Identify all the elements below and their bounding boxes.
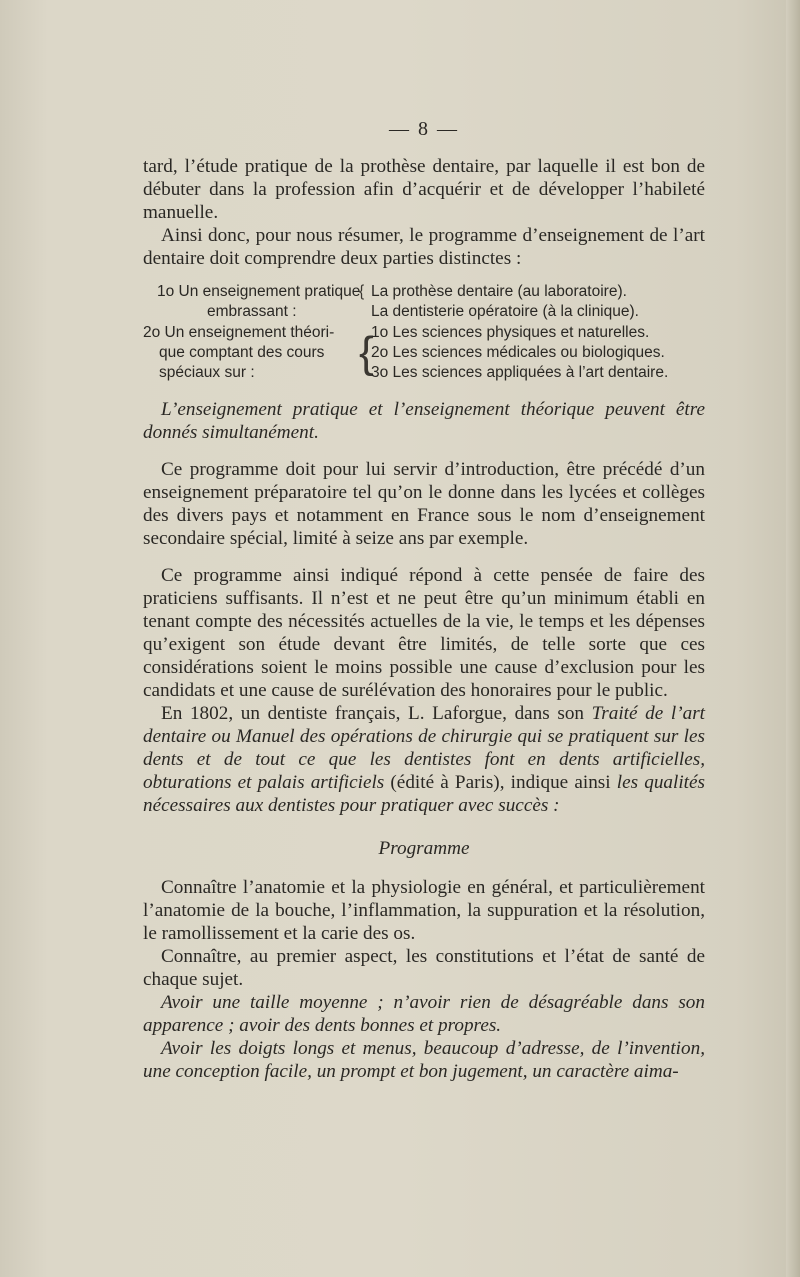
item1-detail-b: La dentisterie opératoire (à la clinique). [371,303,639,320]
item1-label-a: 1o Un enseignement pratique [157,283,361,300]
item1-label-b: embrassant : [207,303,297,320]
item2-detail-c: 3o Les sciences appliquées à l’art dentaire. [371,364,669,381]
paragraph-6: En 1802, un dentiste français, L. Laforgue, dans son Traité de l’art dentaire ou Manuel des opérations de chirurgie qui se pratiquent sur les dents et de tout ce que les dentistes font en dents artificielles, obturations et palais artificiels (édité à Paris), indique ainsi les qualités nécessaires aux dentistes pour pratiquer avec succès : [143,703,705,816]
paragraph-7: Connaître l’anatomie et la physiologie en général, et particulièrement l’anatomie de la bouche, l’inflammation, la suppuration et la résolution, le ramollissement et la carie des os. [143,877,705,944]
item2-label-c: spéciaux sur : [159,364,255,381]
paragraph-10: Avoir les doigts longs et menus, beaucoup d’adresse, de l’invention, une conception facile, un prompt et bon jugement, un caractère aima- [143,1038,705,1082]
page-edge [786,0,800,1277]
paragraph-3: L’enseignement pratique et l’enseignement théorique peuvent être donnés simultanément. [143,399,705,443]
paragraph-1: tard, l’étude pratique de la prothèse dentaire, par laquelle il est bon de débuter dans la profession afin d’acquérir et de développer l’habileté manuelle. [143,156,705,223]
paragraph-4: Ce programme doit pour lui servir d’introduction, être précédé d’un enseignement préparatoire tel qu’on le donne dans les lycées et collèges des divers pays et notamment en France sous le nom d’enseignement secondaire spécial, limité à seize ans par exemple. [143,459,705,549]
section-heading: Programme [378,838,470,859]
brace-icon: { [359,283,365,300]
item2-label-a: 2o Un enseignement théori- [143,324,335,341]
program-outline [143,282,705,384]
item1-detail-a: La prothèse dentaire (au laboratoire). [371,283,627,300]
page-number: — 8 — [389,118,459,140]
item2-label-b: que comptant des cours [159,344,325,361]
paragraph-8: Connaître, au premier aspect, les constitutions et l’état de santé de chaque sujet. [143,946,705,990]
item2-detail-b: 2o Les sciences médicales ou biologiques. [371,344,665,361]
paragraph-9: Avoir une taille moyenne ; n’avoir rien de désagréable dans son apparence ; avoir des dents bonnes et propres. [143,992,705,1036]
item2-detail-a: 1o Les sciences physiques et naturelles. [371,324,650,341]
page-text [143,118,705,1083]
large-brace-icon: { [359,328,374,377]
paragraph-5: Ce programme ainsi indiqué répond à cette pensée de faire des praticiens suffisants. Il n’est et ne peut être qu’un minimum établi en tenant compte des nécessités actuelles de la vie, le temps et les dépenses qu’exigent son étude devant être limités, de telle sorte que ces considérations soient le moins possible une cause d’exclusion pour les candidats et une cause de surélévation des honoraires pour le public. [143,565,705,701]
paragraph-2: Ainsi donc, pour nous résumer, le programme d’enseignement de l’art dentaire doit comprendre deux parties distinctes : [143,225,705,269]
